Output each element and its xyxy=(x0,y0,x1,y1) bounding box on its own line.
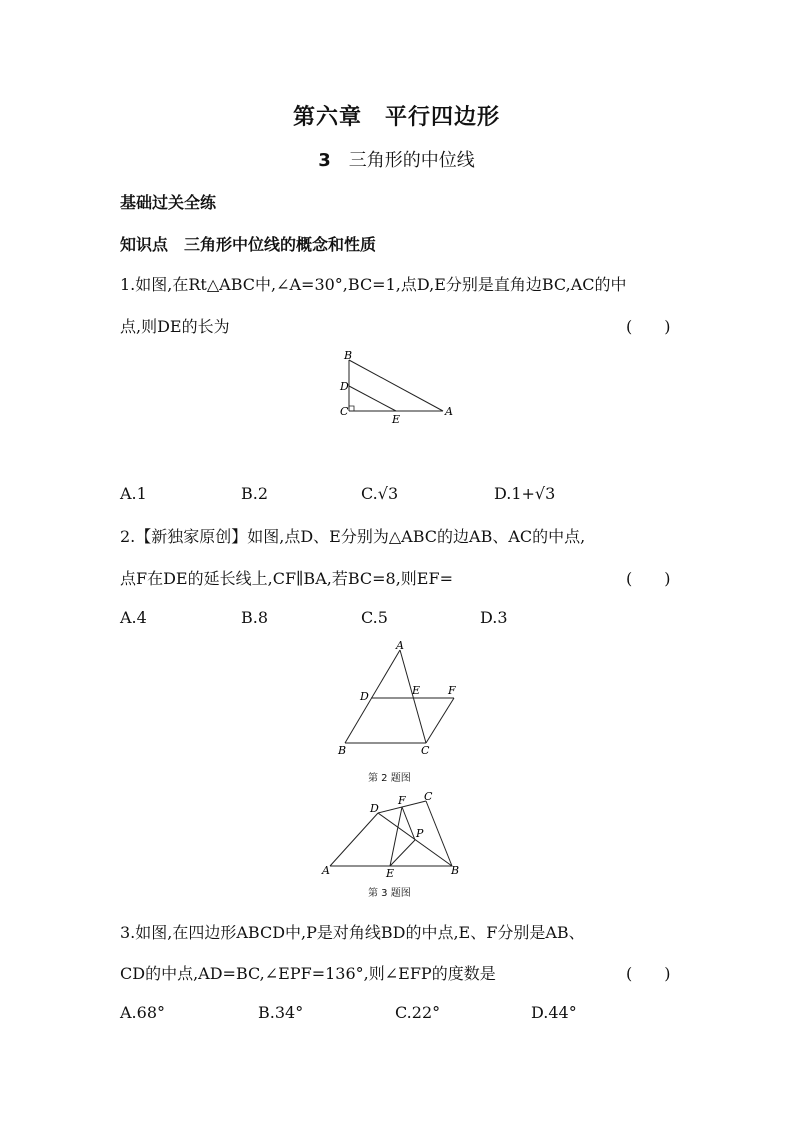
q3-figure xyxy=(318,790,468,878)
q2-line-2: 点F在DE的延长线上,CF∥BA,若BC=8,则EF= xyxy=(120,569,453,588)
q3-segment-ef xyxy=(390,807,402,866)
q3-label-c: C xyxy=(424,790,433,803)
chapter-title: 第六章 平行四边形 xyxy=(292,105,500,130)
lesson-number: 3 xyxy=(318,150,331,171)
q3-label-f: F xyxy=(398,794,406,807)
q3-answer-paren: ( ) xyxy=(626,964,671,983)
q3-label-e: E xyxy=(386,867,395,878)
q2-label-b: B xyxy=(338,744,347,757)
q2-label-d: D xyxy=(360,690,369,703)
q1-segment-de xyxy=(349,386,396,411)
q2-label-c: C xyxy=(421,744,430,757)
q2-figure xyxy=(330,640,470,758)
q1-option-a: A.1 xyxy=(120,484,147,503)
q3-label-d: D xyxy=(370,802,379,815)
q1-line-1: 1.如图,在Rt△ABC中,∠A=30°,BC=1,点D,E分别是直角边BC,AC的中 xyxy=(120,275,627,294)
q3-segment-ad xyxy=(330,813,378,866)
q3-label-a: A xyxy=(322,864,330,877)
q3-option-a: A.68° xyxy=(120,1003,165,1022)
q3-line-1: 3.如图,在四边形ABCD中,P是对角线BD的中点,E、F分别是AB、 xyxy=(120,923,585,942)
q2-line-1: 2.【新独家原创】如图,点D、E分别为△ABC的边AB、AC的中点, xyxy=(120,527,586,546)
q2-label-e: E xyxy=(412,684,421,697)
q2-option-d: D.3 xyxy=(480,608,508,627)
q2-figure-caption: 第 2 题图 xyxy=(368,773,411,784)
topic-label: 知识点 三角形中位线的概念和性质 xyxy=(120,235,377,254)
q3-line-2: CD的中点,AD=BC,∠EPF=136°,则∠EFP的度数是 xyxy=(120,964,496,983)
q2-option-c: C.5 xyxy=(361,608,388,627)
q1-label-c: C xyxy=(340,405,349,418)
q3-option-b: B.34° xyxy=(258,1003,304,1022)
q3-figure-caption: 第 3 题图 xyxy=(368,888,411,899)
q1-label-d: D xyxy=(340,380,349,393)
q2-answer-paren: ( ) xyxy=(626,569,671,588)
q1-option-d: D.1+√3 xyxy=(494,484,556,503)
q3-option-d: D.44° xyxy=(531,1003,577,1022)
q3-label-p: P xyxy=(416,827,424,840)
q1-option-b: B.2 xyxy=(241,484,269,503)
lesson-title: 三角形的中位线 xyxy=(348,150,475,171)
q1-line-2: 点,则DE的长为 xyxy=(120,317,230,336)
q1-label-b: B xyxy=(344,349,353,362)
q1-figure xyxy=(330,345,470,430)
q2-option-a: A.4 xyxy=(120,608,147,627)
q2-segment-cf xyxy=(426,698,454,743)
q2-label-a: A xyxy=(396,640,404,652)
q1-option-c: C.√3 xyxy=(361,484,399,503)
q2-segment-ab xyxy=(345,650,400,743)
q1-label-e: E xyxy=(392,413,401,426)
section-label: 基础过关全练 xyxy=(120,193,217,212)
q3-option-c: C.22° xyxy=(395,1003,441,1022)
q3-label-b: B xyxy=(451,864,460,877)
lesson-heading xyxy=(0,146,793,172)
q2-option-b: B.8 xyxy=(241,608,269,627)
q1-answer-paren: ( ) xyxy=(626,317,671,336)
q2-label-f: F xyxy=(448,684,456,697)
q1-right-angle-mark xyxy=(349,406,354,411)
q3-segment-ep xyxy=(390,840,415,866)
q1-label-a: A xyxy=(445,405,453,418)
q1-segment-ab xyxy=(349,360,443,411)
